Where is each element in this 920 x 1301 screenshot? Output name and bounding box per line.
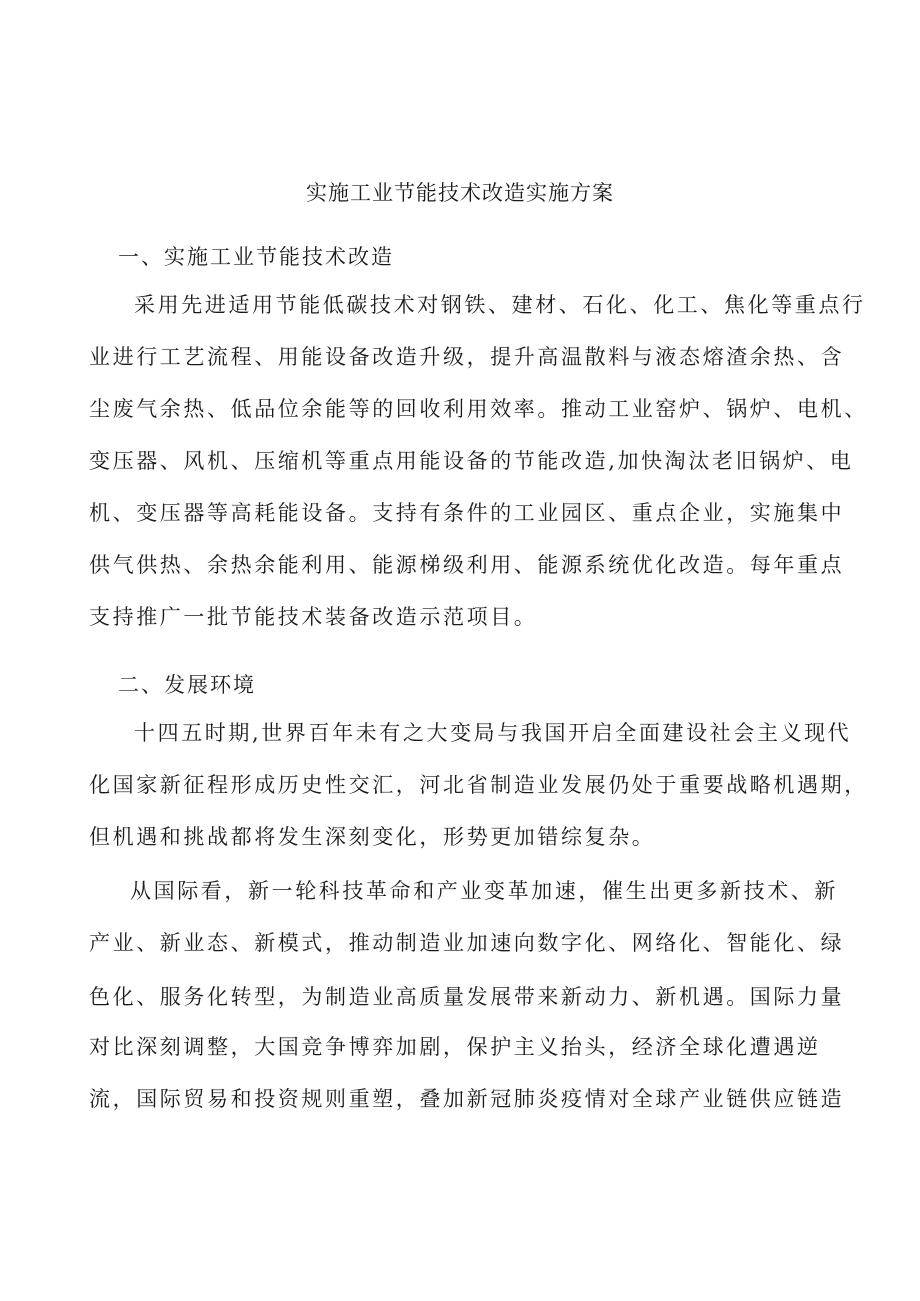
paragraph-line: 十四五时期,世界百年未有之大变局与我国开启全面建设社会主义现代 [134, 721, 852, 745]
paragraph-line: 流，国际贸易和投资规则重塑，叠加新冠肺炎疫情对全球产业链供应链造 [89, 1087, 845, 1111]
section-heading-2: 二、发展环境 [118, 673, 256, 697]
section-heading-1: 一、实施工业节能技术改造 [118, 245, 394, 269]
paragraph-line: 供气供热、余热余能利用、能源梯级利用、能源系统优化改造。每年重点 [89, 553, 845, 577]
paragraph-line: 色化、服务化转型，为制造业高质量发展带来新动力、新机遇。国际力量 [89, 985, 845, 1009]
document-title: 实施工业节能技术改造实施方案 [306, 181, 614, 205]
paragraph-line: 从国际看，新一轮科技革命和产业变革加速，催生出更多新技术、新 [130, 879, 838, 903]
paragraph-line: 变压器、风机、压缩机等重点用能设备的节能改造,加快淘汰老旧锅炉、电 [89, 449, 854, 473]
paragraph-line: 化国家新征程形成历史性交汇，河北省制造业发展仍处于重要战略机遇期， [89, 773, 868, 797]
paragraph-line: 支持推广一批节能技术装备改造示范项目。 [89, 605, 538, 629]
paragraph-line: 业进行工艺流程、用能设备改造升级，提升高温散料与液态熔渣余热、含 [89, 345, 845, 369]
paragraph-line: 采用先进适用节能低碳技术对钢铁、建材、石化、化工、焦化等重点行 [134, 293, 866, 317]
paragraph-line: 产业、新业态、新模式，推动制造业加速向数字化、网络化、智能化、绿 [89, 931, 845, 955]
paragraph-line: 机、变压器等高耗能设备。支持有条件的工业园区、重点企业，实施集中 [89, 501, 845, 525]
paragraph-line: 但机遇和挑战都将发生深刻变化，形势更加错综复杂。 [89, 825, 656, 849]
paragraph-line: 尘废气余热、低品位余能等的回收利用效率。推动工业窑炉、锅炉、电机、 [89, 397, 868, 421]
paragraph-line: 对比深刻调整，大国竞争博弈加剧，保护主义抬头，经济全球化遭遇逆 [89, 1035, 821, 1059]
